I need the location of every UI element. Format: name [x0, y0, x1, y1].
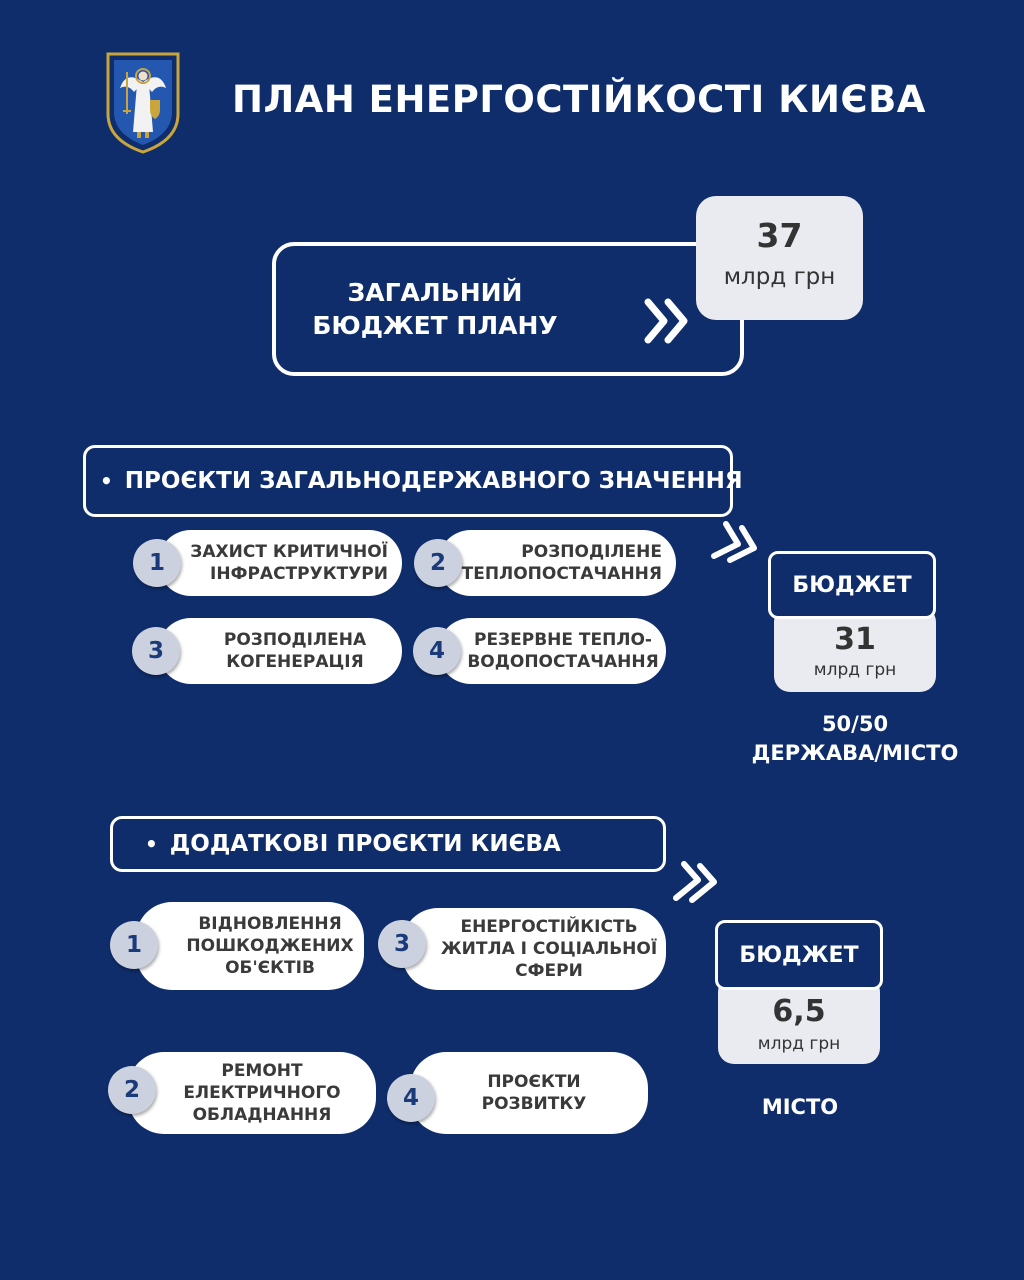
bullet-icon: •: [145, 832, 158, 856]
kyiv-budget-unit: млрд грн: [757, 1034, 841, 1054]
national-budget-unit: млрд грн: [813, 660, 897, 680]
national-project-2: [438, 530, 676, 596]
number-badge-4: 4: [387, 1074, 435, 1122]
national-project-3-line2: КОГЕНЕРАЦІЯ: [226, 652, 364, 672]
number-badge-1: 1: [110, 921, 158, 969]
bullet-icon: •: [100, 469, 113, 493]
kyiv-coat-of-arms-icon: [106, 52, 180, 154]
number-badge-4: 4: [413, 627, 461, 675]
kyiv-project-1: [136, 902, 364, 990]
national-budget-value: 31: [834, 622, 876, 657]
total-budget-unit: млрд грн: [723, 264, 836, 290]
kyiv-budget-label: БЮДЖЕТ: [715, 920, 883, 990]
number-badge-3: 3: [132, 627, 180, 675]
national-project-1: [158, 530, 402, 596]
total-budget-value: 37: [756, 216, 803, 255]
national-project-1-line2: ІНФРАСТРУКТУРИ: [210, 564, 388, 584]
kyiv-project-3-line3: СФЕРИ: [515, 961, 583, 981]
total-budget-label-line2: БЮДЖЕТ ПЛАНУ: [312, 311, 558, 340]
double-chevron-down-right-icon: [708, 518, 766, 568]
page-title: ПЛАН ЕНЕРГОСТІЙКОСТІ КИЄВА: [232, 78, 926, 121]
national-project-4-line2: ВОДОПОСТАЧАННЯ: [467, 652, 659, 672]
kyiv-project-4-line2: РОЗВИТКУ: [481, 1094, 587, 1114]
kyiv-project-3-line1: ЕНЕРГОСТІЙКІСТЬ: [460, 917, 638, 937]
kyiv-project-3-line2: ЖИТЛА І СОЦІАЛЬНОЇ: [440, 939, 658, 959]
total-budget-label: [300, 276, 570, 342]
national-project-4-line1: РЕЗЕРВНЕ ТЕПЛО-: [473, 630, 652, 650]
number-badge-3: 3: [378, 920, 426, 968]
kyiv-project-1-line3: ОБ'ЄКТІВ: [225, 958, 315, 978]
number-badge-1: 1: [133, 539, 181, 587]
kyiv-project-2-line3: ОБЛАДНАННЯ: [192, 1105, 332, 1125]
national-project-4: [438, 618, 666, 684]
kyiv-project-4-line1: ПРОЄКТИ: [487, 1072, 581, 1092]
national-budget-split: [750, 710, 960, 768]
national-projects-heading: [83, 445, 743, 517]
double-chevron-down-right-icon: [670, 858, 726, 908]
kyiv-budget-source: МІСТО: [761, 1095, 839, 1119]
number-badge-2: 2: [414, 539, 462, 587]
national-projects-heading-text: ПРОЄКТИ ЗАГАЛЬНОДЕРЖАВНОГО ЗНАЧЕННЯ: [124, 468, 743, 494]
number-badge-2: 2: [108, 1066, 156, 1114]
kyiv-project-1-line2: ПОШКОДЖЕНИХ: [186, 936, 354, 956]
kyiv-project-2-line1: РЕМОНТ: [221, 1061, 303, 1081]
kyiv-project-2: [128, 1052, 376, 1134]
national-project-2-line2: ТЕПЛОПОСТАЧАННЯ: [461, 564, 662, 584]
national-budget-label: БЮДЖЕТ: [768, 551, 936, 619]
kyiv-project-4: [410, 1052, 648, 1134]
kyiv-budget-value: 6,5: [772, 994, 826, 1029]
double-chevron-right-icon: [644, 298, 692, 344]
national-project-3-line1: РОЗПОДІЛЕНА: [223, 630, 367, 650]
national-split-ratio: 50/50: [821, 712, 889, 736]
kyiv-project-2-line2: ЕЛЕКТРИЧНОГО: [183, 1083, 341, 1103]
national-project-3: [158, 618, 402, 684]
kyiv-projects-heading: [110, 816, 666, 872]
kyiv-projects-heading-text: ДОДАТКОВІ ПРОЄКТИ КИЄВА: [169, 831, 561, 857]
kyiv-project-1-line1: ВІДНОВЛЕННЯ: [198, 914, 342, 934]
national-project-1-line1: ЗАХИСТ КРИТИЧНОЇ: [190, 542, 388, 562]
total-budget-value-card: [696, 196, 863, 320]
national-project-2-line1: РОЗПОДІЛЕНЕ: [521, 542, 662, 562]
total-budget-label-line1: ЗАГАЛЬНИЙ: [347, 278, 523, 307]
kyiv-project-3: [402, 908, 666, 990]
national-split-parties: ДЕРЖАВА/МІСТО: [751, 741, 959, 765]
